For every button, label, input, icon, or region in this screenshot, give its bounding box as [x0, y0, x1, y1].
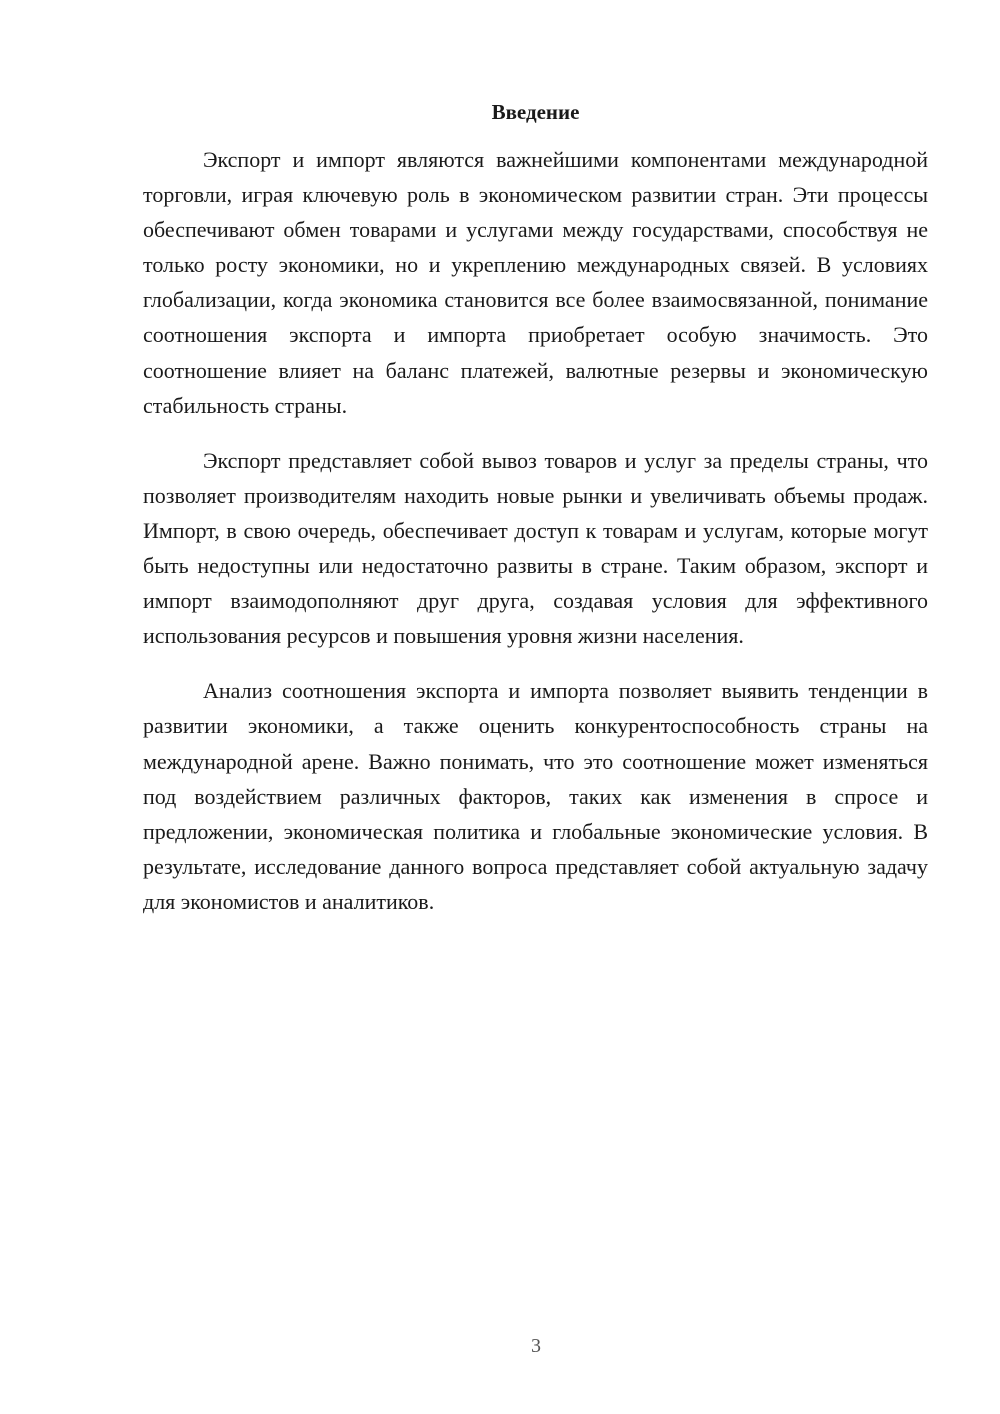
- paragraph-2: Экспорт представляет собой вывоз товаров и услуг за пределы страны, что позволяет производителям находить новые рынки и увеличивать объемы продаж. Импорт, в свою очередь, обеспечивает доступ к товарам и услугам, которые могут быть недоступны или недостаточно развиты в стране. Таким образом, экспорт и импорт взаимодополняют друг друга, создавая условия для эффективного использования ресурсов и повышения уровня жизни населения.: [143, 447, 928, 649]
- paragraph-3: Анализ соотношения экспорта и импорта позволяет выявить тенденции в развитии экономики, а также оценить конкурентоспособность страны на международной арене. Важно понимать, что это соотношение может изменяться под воздействием различных факторов, таких как изменения в спросе и предложении, экономическая политика и глобальные экономические условия. В результате, исследование данного вопроса представляет собой актуальную задачу для экономистов и аналитиков.: [143, 678, 928, 914]
- body-text: [143, 142, 928, 919]
- page-number: 3: [531, 1335, 541, 1357]
- paragraph-1: Экспорт и импорт являются важнейшими компонентами международной торговли, играя ключевую роль в экономическом развитии стран. Эти процессы обеспечивают обмен товарами и услугами между государствами, способствуя не только росту экономики, но и укреплению международных связей. В условиях глобализации, когда экономика становится все более взаимосвязанной, понимание соотношения экспорта и импорта приобретает особую значимость. Это соотношение влияет на баланс платежей, валютные резервы и экономическую стабильность страны.: [143, 147, 928, 418]
- section-title: Введение: [491, 100, 580, 124]
